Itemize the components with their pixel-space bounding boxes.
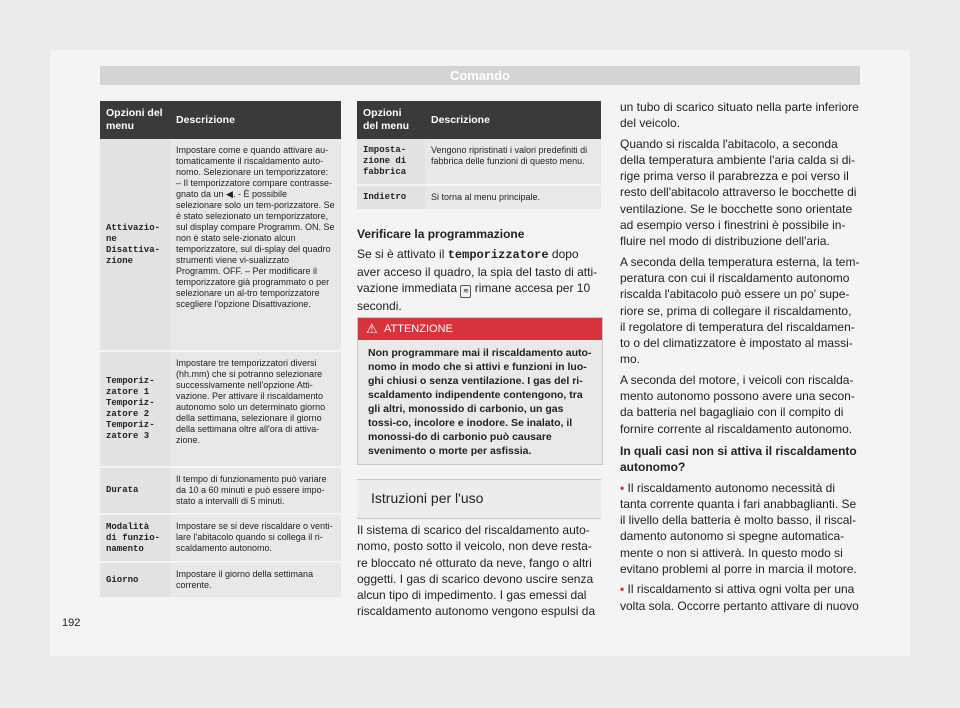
description-cell: Il tempo di funzionamento può variare da 10 a 60 minuti e può essere impo-stato a intervalli di 5 minuti. — [170, 467, 341, 514]
menu-options-table-2 — [357, 101, 601, 211]
table-row — [100, 467, 341, 514]
table-row — [100, 351, 341, 467]
warning-header — [358, 318, 602, 340]
heater-button-icon: ≋ — [460, 285, 471, 298]
paragraph — [357, 246, 601, 314]
bullet-icon: • — [620, 480, 625, 495]
menu-options-table — [100, 101, 341, 599]
text: dopo aver acceso il quadro, la spia del tasto di atti-vazione immediata — [357, 247, 598, 295]
bullet-item — [620, 581, 860, 614]
text: Il riscaldamento si attiva ogni volta per una volta sola. Occorre pertanto attivare di nuovo — [620, 582, 859, 613]
warning-triangle-icon: ⚠ — [366, 321, 378, 336]
bullet-icon: • — [620, 582, 625, 597]
column-header-description: Descrizione — [425, 101, 601, 139]
text: Il riscaldamento autonomo necessità di tanta corrente quanta i fari anabbaglianti. Se il livello della batteria è molto basso, il riscal-damento autonomo si spegne automatica-mente o non si attiverà. In questo modo si evitano problemi al porre in marcia il motore. — [620, 480, 857, 577]
middle-column — [357, 226, 601, 318]
table-row — [357, 139, 601, 185]
text: rimane accesa per 10 secondi. — [357, 280, 591, 313]
description-cell: Vengono ripristinati i valori predefiniti di fabbrica delle funzioni di questo menu. — [425, 139, 601, 185]
warning-text: Non programmare mai il riscaldamento auto-nomo in modo che si attivi e funzioni in luo-ghi chiusi o senza ventilazione. I gas del ri-scaldamento indipendente contengono, tra gli altri, monossido di carbonio, un gas tossi-co, incolore e inodore. Se inalato, il monossi-do di carbonio può causare svenimento o morte per asfissia. — [358, 340, 602, 464]
section-title-box — [357, 479, 601, 519]
description-cell: Si torna al menu principale. — [425, 185, 601, 210]
table-row — [100, 514, 341, 562]
subheading: In quali casi non si attiva il riscaldamento autonomo? — [620, 443, 857, 475]
option-cell: Imposta-zione di fabbrica — [357, 139, 425, 185]
right-column — [620, 99, 860, 618]
column-header-option: Opzioni del menu — [357, 101, 425, 139]
paragraph: A seconda della temperatura esterna, la tem-peratura con cui il riscaldamento autonomo riscalda l'abitacolo può essere un po' supe-riore se, prima di collegare il riscaldamento, il regolatore di temperatura del riscaldamen-to o del climatizzatore è impostato al massi-mo. — [620, 254, 860, 367]
bullet-item — [620, 480, 860, 578]
option-cell: Attivazio-ne Disattiva-zione — [100, 139, 170, 351]
warning-box — [357, 317, 603, 465]
middle-column-bottom — [357, 522, 601, 624]
table-row — [357, 185, 601, 210]
paragraph: Il sistema di scarico del riscaldamento auto-nomo, posto sotto il veicolo, non deve resta-re bloccato né otturato da neve, fango o altri oggetti. I gas di scarico devono uscire senza alcun tipo di impedimento. I gas emessi dal riscaldamento autonomo vengono espulsi da — [357, 523, 596, 619]
paragraph: un tubo di scarico situato nella parte inferiore del veicolo. — [620, 100, 859, 131]
description-cell: Impostare come e quando attivare au-tomaticamente il riscaldamento auto-nomo. Selezionare un temporizzatore: – Il temporizzatore compare contrasse-gnato da un ◀. - È possibile selezionare solo un tem-porizzatore. Se è stato selezionato un temporizzatore, sul display compare Programm. ON. Se non è stato sele-zionato alcun temporizzatore, sul di-splay del quadro strumenti viene vi-sualizzato Programm. OFF. – Per modificare il temporizzatore già programmato o per selezionare un al-tro temporizzatore scegliere l'opzione Disattivazione. — [170, 139, 341, 351]
option-cell: Temporiz-zatore 1 Temporiz-zatore 2 Temporiz-zatore 3 — [100, 351, 170, 467]
option-cell: Durata — [100, 467, 170, 514]
monospace-term: temporizzatore — [447, 248, 549, 263]
table-row — [100, 139, 341, 351]
paragraph: Quando si riscalda l'abitacolo, a seconda della temperatura ambiente l'aria calda si di-rige prima verso il parabrezza e poi verso il resto dell'abitacolo attraverso le bocchette di ventilazione. Se le bocchette sono orientate ad esempio verso i finestrini è possibile in-fluire nel modo di distribuzione dell'aria. — [620, 136, 857, 249]
description-cell: Impostare il giorno della settimana corrente. — [170, 562, 341, 598]
column-header-option: Opzioni del menu — [100, 101, 170, 139]
option-cell: Indietro — [357, 185, 425, 210]
description-cell: Impostare tre temporizzatori diversi (hh.mm) che si potranno selezionare successivamente nell'opzione Atti-vazione. Per attivare il riscaldamento autonomo solo un determinato giorno della settimana, selezionare il giorno della settimana oltre all'ora di attiva-zione. — [170, 351, 341, 467]
option-cell: Modalità di funzio-namento — [100, 514, 170, 562]
table-row — [100, 562, 341, 598]
column-header-description: Descrizione — [170, 101, 341, 139]
subheading: Verificare la programmazione — [357, 227, 525, 241]
warning-title: ATTENZIONE — [384, 323, 453, 335]
section-header: Comando — [100, 66, 860, 85]
option-cell: Giorno — [100, 562, 170, 598]
page-number: 192 — [62, 617, 81, 629]
paragraph: A seconda del motore, i veicoli con riscalda-mento autonomo possono avere una secon-da batteria nel bagagliaio con il compito di fornire corrente al riscaldamento autonomo. — [620, 372, 855, 436]
section-title: Istruzioni per l'uso — [371, 490, 484, 506]
text: Se si è attivato il — [357, 247, 445, 262]
description-cell: Impostare se si deve riscaldare o venti-lare l'abitacolo quando si collega il ri-scaldamento autonomo. — [170, 514, 341, 562]
